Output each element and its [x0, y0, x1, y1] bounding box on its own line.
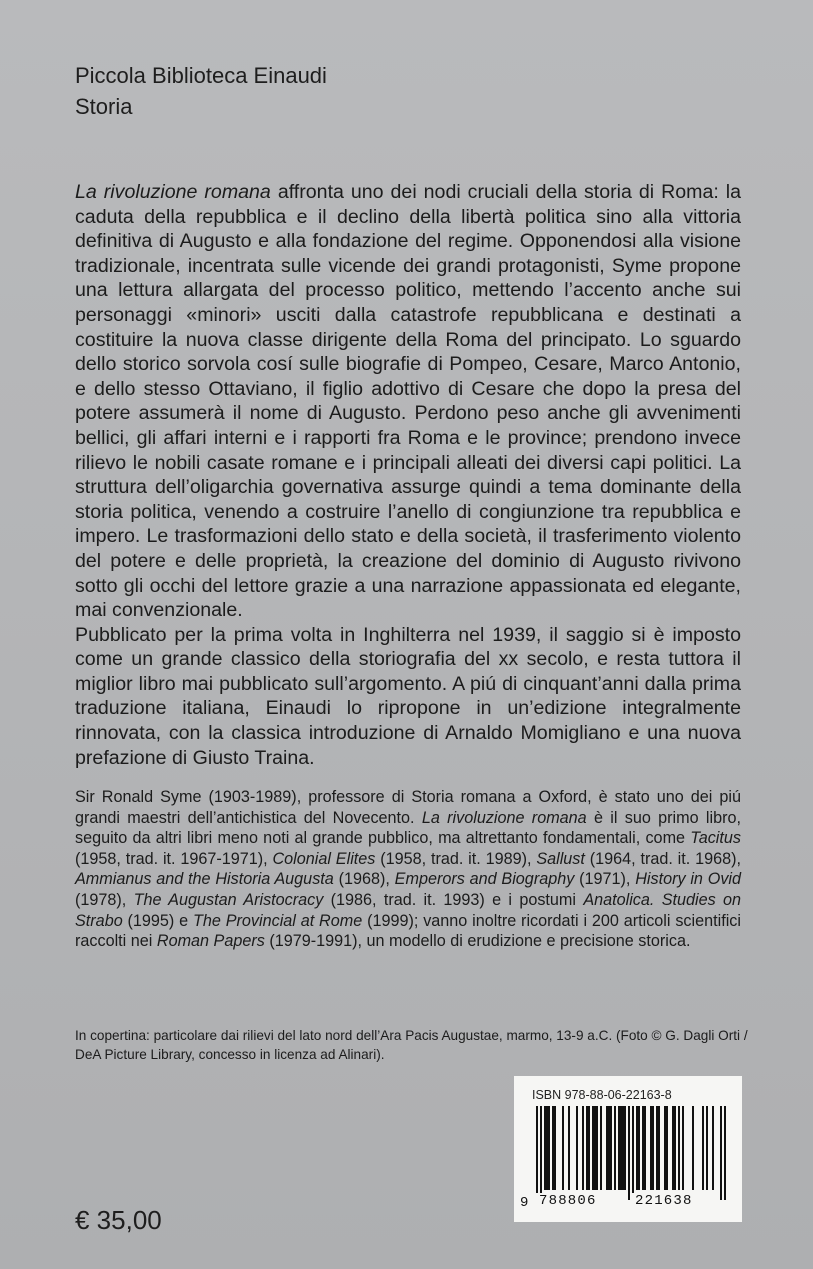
barcode-bar — [536, 1106, 538, 1200]
barcode-bar — [586, 1106, 588, 1190]
bio-title: The Provincial at Rome — [193, 911, 363, 930]
author-bio-paragraph — [75, 787, 741, 952]
bio-title: Colonial Elites — [272, 849, 376, 868]
bio-text: (1995) e — [122, 911, 193, 930]
barcode-bar — [638, 1106, 640, 1190]
barcode-bar — [644, 1106, 646, 1190]
book-blurb — [75, 180, 741, 770]
bio-text: Sir Ronald Syme (1903-1989), professore di Storia romana a Oxford, è stato uno dei piú grandi maestri dell’antichistica del Novecento. — [75, 788, 741, 827]
bio-title: Anatolica. Studies on Strabo — [75, 890, 741, 930]
bio-text: (1978), — [75, 890, 134, 909]
barcode-bar — [568, 1106, 570, 1190]
barcode-bar — [594, 1106, 596, 1190]
barcode-bar — [592, 1106, 594, 1190]
barcode-bar — [724, 1106, 726, 1200]
barcode-bar — [664, 1106, 666, 1190]
bio-text: (1979-1991), un modello di erudizione e precisione storica. — [264, 932, 691, 951]
barcode-bar — [624, 1106, 626, 1190]
barcode-bar — [706, 1106, 708, 1190]
barcode-bar — [656, 1106, 658, 1190]
barcode-bar — [548, 1106, 550, 1190]
barcode-panel — [514, 1076, 742, 1222]
bio-text: (1971), — [574, 870, 636, 889]
bio-text: è il suo primo libro, seguito da altri libri meno noti al grande pubblico, ma altrettanto fondamentali, come — [75, 808, 741, 848]
bio-title: The Augustan Aristocracy — [133, 890, 324, 909]
bio-text: (1958, trad. it. 1989), — [375, 849, 537, 868]
series-subject: Storia — [75, 94, 133, 119]
barcode-bar — [618, 1106, 620, 1190]
bio-title: Tacitus — [690, 829, 741, 848]
bio-text: (1968), — [333, 870, 395, 889]
barcode-bar — [720, 1106, 722, 1200]
barcode-bar — [614, 1106, 616, 1190]
barcode-bar — [692, 1106, 694, 1190]
bio-title: La rivoluzione romana — [421, 808, 587, 827]
bio-text: (1958, trad. it. 1967-1971), — [75, 849, 273, 868]
cover-image-credit: In copertina: particolare dai rilievi del lato nord dell’Ara Pacis Augustae, marmo, 13-9 a.C. (Foto © G. Dagli Orti / DeA Picture Library, concesso in licenza ad Alinari). — [75, 1028, 748, 1062]
series-heading — [75, 60, 327, 122]
series-name: Piccola Biblioteca Einaudi — [75, 63, 327, 88]
barcode-bar — [702, 1106, 704, 1190]
bio-title: History in Ovid — [635, 870, 742, 889]
bio-title: Sallust — [536, 849, 585, 868]
price: € 35,00 — [75, 1205, 162, 1235]
ean-barcode — [520, 1106, 736, 1202]
ean-right-group: 221638 — [632, 1193, 696, 1209]
author-bio — [75, 787, 741, 952]
barcode-bar — [712, 1106, 714, 1190]
barcode-bar — [588, 1106, 590, 1190]
barcode-bar — [610, 1106, 612, 1190]
barcode-bar — [642, 1106, 644, 1190]
barcode-bar — [620, 1106, 622, 1190]
barcode-bar — [606, 1106, 608, 1190]
bio-title: Ammianus and the Historia Augusta — [75, 870, 334, 889]
ean-left-group: 788806 — [536, 1193, 600, 1209]
barcode-bar — [678, 1106, 680, 1190]
blurb-paragraph-2: Pubblicato per la prima volta in Inghilterra nel 1939, il saggio si è imposto come un grande classico della storiografia del xx secolo, e resta tuttora il miglior libro mai pubblicato sull’argomento. A piú di cinquant’anni dalla prima traduzione italiana, Einaudi lo ripropone in un’edizione integralmente rinnovata, con la classica introduzione di Arnaldo Momigliano e una nuova prefazione di Giusto Traina. — [75, 623, 741, 769]
barcode-bar — [682, 1106, 684, 1190]
barcode-bar — [608, 1106, 610, 1190]
bio-title: Roman Papers — [156, 932, 265, 951]
bio-text: (1964, trad. it. 1968), — [584, 849, 741, 868]
barcode-bar — [540, 1106, 542, 1200]
bio-title: Emperors and Biography — [394, 870, 575, 889]
barcode-bar — [658, 1106, 660, 1190]
barcode-bar — [652, 1106, 654, 1190]
barcode-bar — [562, 1106, 564, 1190]
bio-text: (1999); vanno inoltre ricordati i 200 articoli scientifici raccolti nei — [75, 911, 741, 951]
barcode-bar — [600, 1106, 602, 1190]
blurb-paragraph-1-text: affronta uno dei nodi cruciali della storia di Roma: la caduta della repubblica e il declino della libertà politica sino alla vittoria definitiva di Augusto e alla fondazione del regime. Opponendosi alla visione tradizionale, incentrata sulle vicende dei grandi protagonisti, Syme propone una lettura allargata del processo politico, mettendo l’accento anche sui personaggi «minori» usciti dalla catastrofe repubblicana e destinati a costituire la nuova classe dirigente della Roma del principato. Lo sguardo dello storico sorvola cosí sulle biografie di Pompeo, Cesare, Marco Antonio, e dello stesso Ottaviano, il figlio adottivo di Cesare che dopo la presa del potere assumerà il nome di Augusto. Perdono peso anche gli avvenimenti bellici, gli affari interni e i rapporti fra Roma e le province; prendono invece rilievo le nobili casate romane e i principali alleati dei diversi capi politici. La struttura dell’oligarchia governativa assurge quindi a tema dominante della storia politica, venendo a costruire l’anello di congiunzione tra repubblica e impero. Le trasformazioni dello stato e della società, il trasferimento violento del potere e delle proprietà, la creazione del dominio di Augusto rivivono sotto gli occhi del lettore grazie a una narrazione appassionata ed elegante, mai convenzionale. — [75, 181, 742, 622]
barcode-bar — [554, 1106, 556, 1190]
barcode-bar — [628, 1106, 630, 1200]
barcode-bar — [622, 1106, 624, 1190]
isbn-label: ISBN 978-88-06-22163-8 — [532, 1088, 672, 1102]
barcode-bar — [576, 1106, 578, 1190]
barcode-bar — [674, 1106, 676, 1190]
barcode-bar — [544, 1106, 546, 1190]
barcode-bar — [596, 1106, 598, 1190]
barcode-bar — [632, 1106, 634, 1200]
ean-digits — [514, 1193, 742, 1213]
barcode-bar — [650, 1106, 652, 1190]
barcode-bar — [552, 1106, 554, 1190]
barcode-bar — [672, 1106, 674, 1190]
bio-text: (1986, trad. it. 1993) e i postumi — [323, 890, 584, 909]
barcode-bar — [636, 1106, 638, 1190]
barcode-bar — [582, 1106, 584, 1190]
barcode-bar — [546, 1106, 548, 1190]
barcode-bar — [666, 1106, 668, 1190]
ean-first-digit: 9 — [520, 1195, 529, 1211]
blurb-paragraph-1 — [75, 180, 741, 623]
blurb-book-title: La rivoluzione romana — [75, 181, 271, 203]
